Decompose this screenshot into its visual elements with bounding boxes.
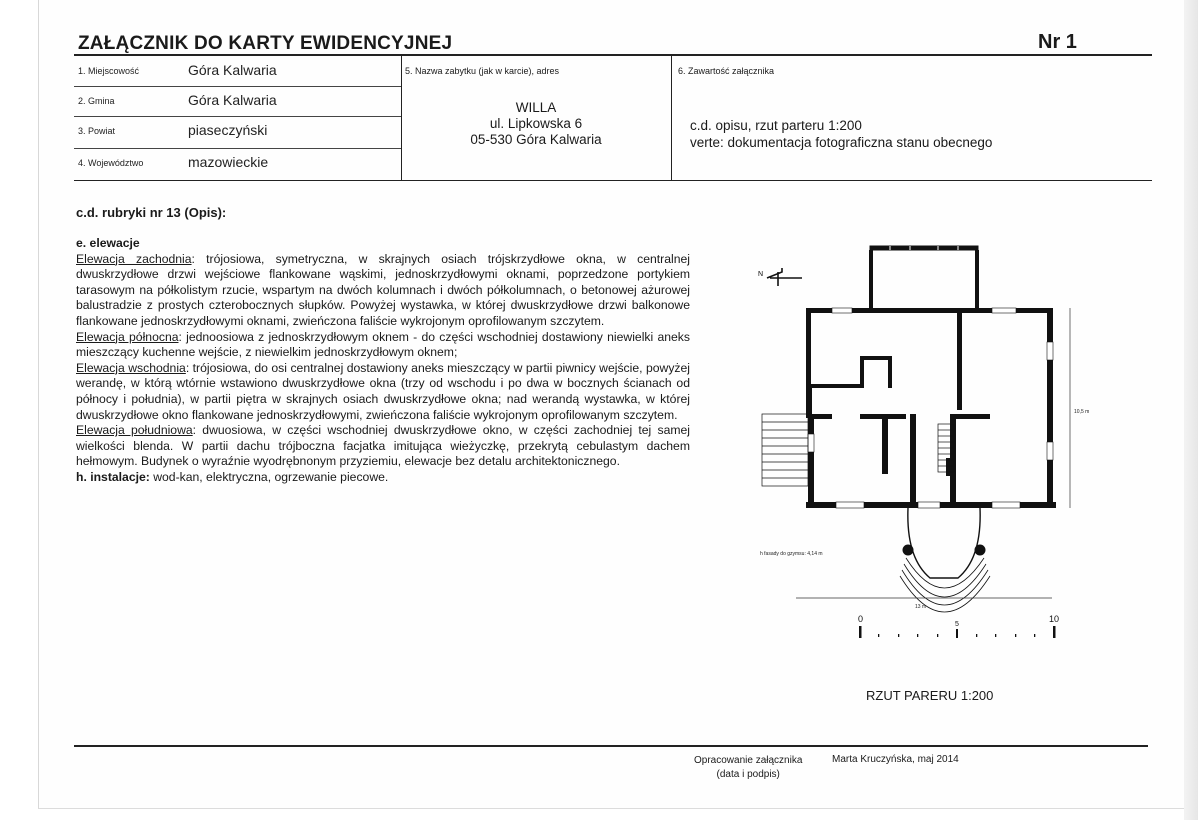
- interior-walls: [814, 312, 990, 508]
- scale-tick-0: 0: [858, 614, 864, 624]
- prepared-by-author: Marta Kruczyńska, maj 2014: [832, 754, 959, 765]
- description-body: [76, 236, 690, 486]
- north-letter: N: [758, 271, 764, 278]
- south-elevation-paragraph: [76, 423, 690, 470]
- ground-floor-plan: [740, 238, 1120, 658]
- outer-walls: [806, 308, 1056, 508]
- installations-label: h. instalacje:: [76, 469, 150, 484]
- footer-rule: [74, 745, 1148, 747]
- prepared-by-line-1: Opracowanie załącznika: [694, 755, 803, 766]
- field-value-powiat: piaseczyński: [188, 122, 268, 138]
- field-value-gmina: Góra Kalwaria: [188, 92, 277, 108]
- scan-edge: [1184, 0, 1198, 820]
- side-steps: [762, 414, 808, 486]
- monument-street: ul. Lipkowska 6: [489, 116, 583, 131]
- plan-caption: RZUT PARERU 1:200: [866, 688, 994, 703]
- facade-height-note: h fasady do gzymsu: 4,14 m: [760, 551, 823, 557]
- east-elevation-paragraph: [76, 361, 690, 423]
- field-label-powiat: 3. Powiat: [78, 126, 116, 136]
- field-value-wojewodztwo: mazowieckie: [188, 154, 269, 170]
- fields-bottom-rule: [74, 180, 1152, 181]
- field-label-gmina: 2. Gmina: [78, 96, 115, 106]
- row-divider: [74, 148, 401, 149]
- east-elevation-text: : trójosiowa, do osi centralnej dostawiony aneks mieszczący w partii piwnicy wejście, powyżej werandę, w którą wtórnie wstawiono dwuskrzydłowe okna (trzy od wschodu i po dwa w bocznych ścianach od północy i południa), w partii piętra w skrajnych osiach dwuskrzydłowe okna; nad werandą wystawka, w której dwuskrzydłowe okno flankowane jednoskrzydłowymi, zwieńczona faliście wykrojonym oprofilowanym szczytem.: [76, 360, 690, 422]
- south-elevation-text: : dwuosiowa, w części wschodniej dwuskrzydłowe okno, w części zachodniej tej samej wielkości blenda. W partii dachu trójboczna facjatka imitująca wieżyczkę, przekrytą cebulastym dachem hełmowym. Budynek o wyraźnie wyodrębnonym przyziemiu, elewacje bez detalu architektonicznego.: [76, 423, 690, 469]
- west-elevation-text: : trójosiowa, symetryczna, w skrajnych osiach trójskrzydłowe okna, w centralnej dwuskrzydłowe drzwi wejściowe flankowane wąskimi, jednoskrzydłowymi oknami, poprzedzone portykiem tarasowym na półkolistym rzucie, wspartym na dwóch kolumnach i dwóch półkolumnach, o betonowej ażurowej balustradzie z prostych czterobocznych słupków. Powyżej wystawka, w której dwuskrzydłowe drzwi balkonowe flankowane jednoskrzydłowymi oknami, zwieńczona faliście wykrojonym oprofilowanym szczytem.: [76, 251, 690, 328]
- description-heading: e. elewacje: [76, 236, 140, 250]
- row-divider: [74, 86, 401, 87]
- contents-text: [690, 117, 992, 151]
- dimension-width: 13 m: [915, 604, 927, 610]
- field-label-wojewodztwo: 4. Województwo: [78, 158, 144, 168]
- row-divider: [74, 116, 401, 117]
- installations-text: wod-kan, elektryczna, ogrzewanie piecowe.: [149, 469, 389, 484]
- monument-city: 05-530 Góra Kalwaria: [470, 132, 602, 147]
- monument-label: 5. Nazwa zabytku (jak w karcie), adres: [405, 66, 560, 76]
- contents-label: 6. Zawartość załącznika: [678, 66, 775, 76]
- dimension-lines: [796, 308, 1070, 598]
- document-title: ZAŁĄCZNIK DO KARTY EWIDENCYJNEJ: [78, 33, 453, 54]
- east-elevation-label: Elewacja wschodnia: [76, 360, 186, 375]
- installations-paragraph: [76, 470, 690, 486]
- dimension-height: 10,5 m: [1074, 409, 1090, 415]
- prepared-by-label: [694, 754, 802, 782]
- section-title: c.d. rubryki nr 13 (Opis):: [76, 205, 227, 220]
- south-elevation-label: Elewacja południowa: [76, 423, 193, 438]
- west-elevation-label: Elewacja zachodnia: [76, 251, 192, 266]
- monument-name: WILLA: [515, 100, 557, 115]
- prepared-by-line-2: (data i podpis): [716, 769, 780, 780]
- header-rule: [74, 54, 1152, 56]
- field-value-miejscowosc: Góra Kalwaria: [188, 62, 277, 78]
- north-elevation-text: : jednoosiowa z jednoskrzydłowym oknem - do części wschodniej dostawiony niewielki aneks mieszczący kuchenne wejście, z niewielkim jednoskrzydłowym oknem;: [76, 329, 690, 360]
- attachment-number: Nr 1: [1038, 31, 1077, 53]
- north-elevation-paragraph: [76, 330, 690, 361]
- annex-outline: [870, 246, 978, 310]
- north-elevation-label: Elewacja północna: [76, 329, 179, 344]
- scale-bar: [858, 614, 1059, 638]
- scale-tick-5: 5: [955, 621, 959, 628]
- portico: [900, 508, 990, 612]
- west-elevation-paragraph: [76, 252, 690, 330]
- contents-line-1: c.d. opisu, rzut parteru 1:200: [690, 118, 862, 133]
- monument-address: [402, 100, 670, 148]
- scale-tick-10: 10: [1049, 614, 1060, 624]
- north-arrow-icon: [758, 268, 802, 286]
- column-divider: [671, 56, 672, 180]
- contents-line-2: verte: dokumentacja fotograficzna stanu obecnego: [690, 135, 993, 150]
- window-openings: [808, 308, 1053, 508]
- field-label-miejscowosc: 1. Miejscowość: [78, 66, 140, 76]
